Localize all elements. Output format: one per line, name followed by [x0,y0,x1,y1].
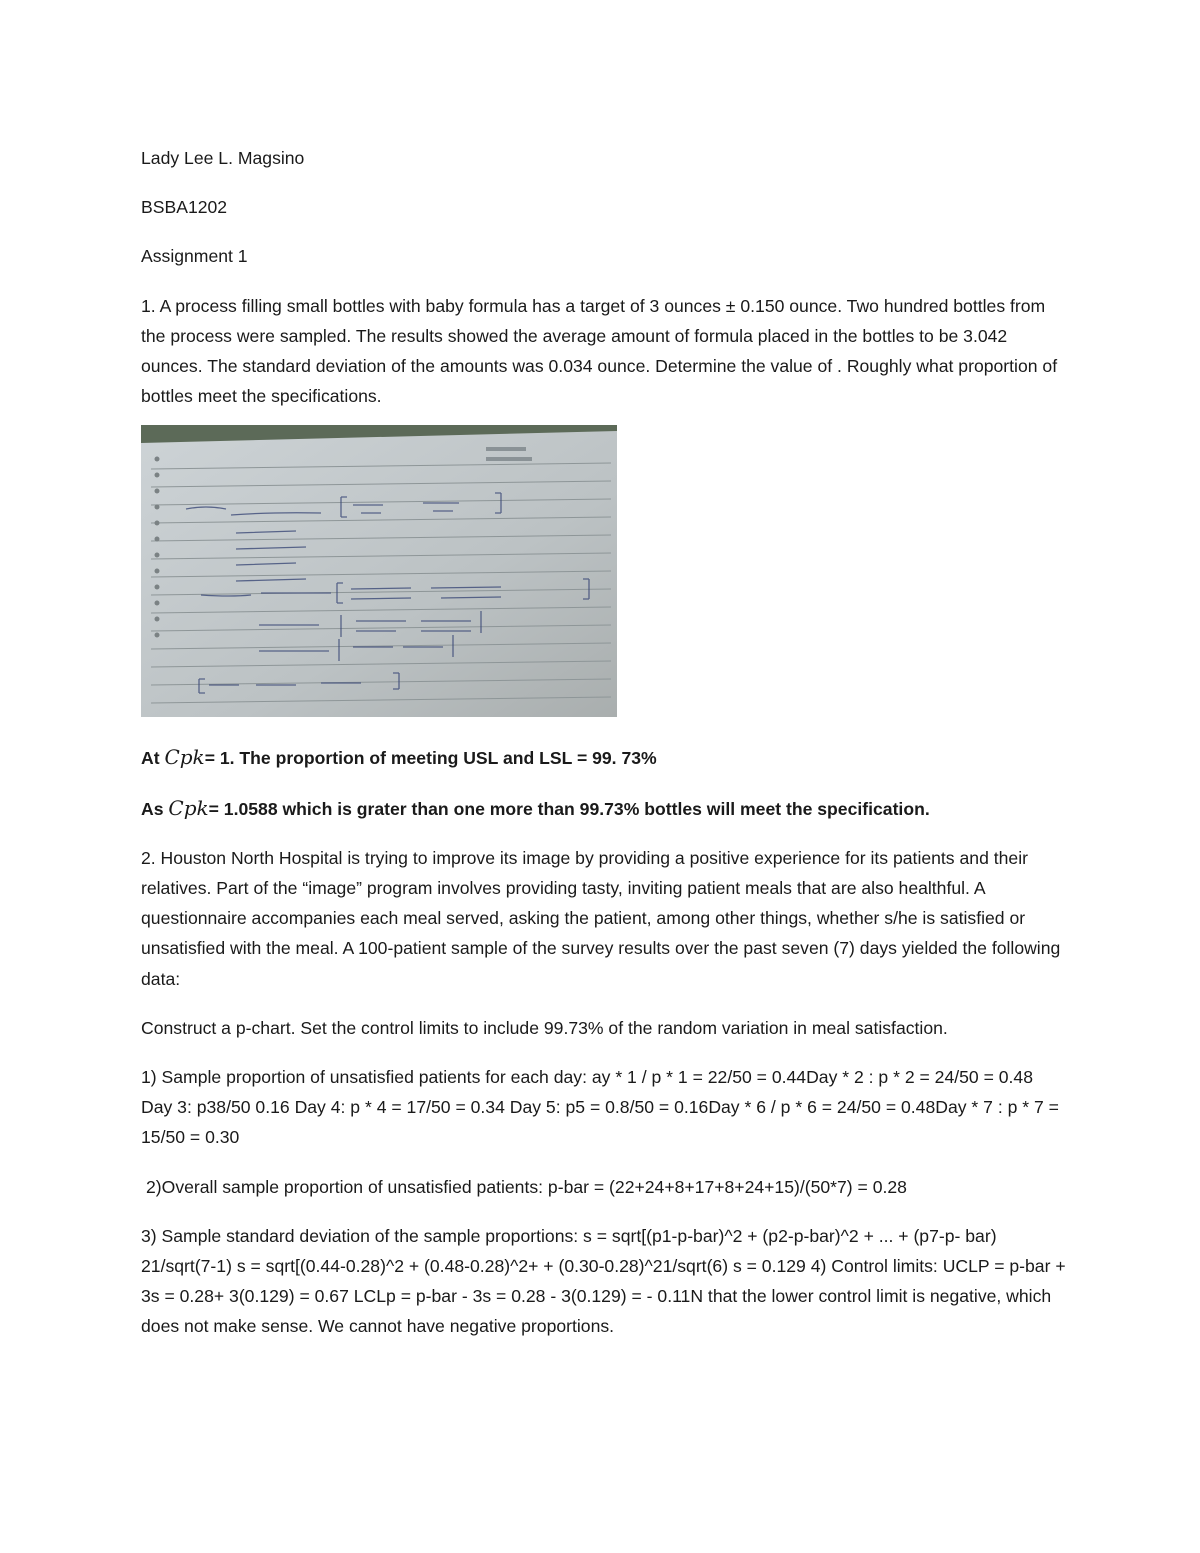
question-2-instruction: Construct a p-chart. Set the control limits to include 99.73% of the random variation in meal satisfaction. [141,1017,948,1038]
answer-1-text: = 1. The proportion of meeting USL and LSL = 99. 73% [204,748,657,769]
question-2: 2. Houston North Hospital is trying to improve its image by providing a positive experience for its patients and their relatives. Part of the “image” program involves providing tasty, inviting patient meals that are also healthful. A questionnaire accompanies each meal served, asking the patient, among other things, whether s/he is satisfied or unsatisfied with the meal. A 100-patient sample of the survey results over the past seven (7) days yielded the following data: [141,847,1061,989]
cpk-symbol: Cpk [168,795,209,820]
answer-2 [141,793,1066,824]
solution-step-2: 2)Overall sample proportion of unsatisfied patients: p-bar = (22+24+8+17+8+24+15)/(50*7) = 0.28 [146,1176,907,1197]
solution-step-3: 3) Sample standard deviation of the sample proportions: s = sqrt[(p1-p-bar)^2 + (p2-p-bar)^2 + ... + (p7-p- bar) 21/sqrt(7-1) s = sqrt[(0.44-0.28)^2 + (0.48-0.28)^2+ + (0.30-0.28)^21/sqrt(6) s = 0.129 4) Control limits: UCLP = p-bar + 3s = 0.28+ 3(0.129) = 0.67 LCLp = p-bar - 3s = 0.28 - 3(0.129) = - 0.11N that the lower control limit is negative, which does not make sense. We cannot have negative proportions. [141,1225,1066,1337]
author-name: Lady Lee L. Magsino [141,148,305,168]
document-body [141,143,1066,1342]
section-code: BSBA1202 [141,197,228,218]
answer-2-prefix: As [141,798,169,819]
solution-step-1: 1) Sample proportion of unsatisfied patients for each day: ay * 1 / p * 1 = 22/50 = 0.44Day * 2 : p * 2 = 24/50 = 0.48 Day 3: p38/50 0.16 Day 4: p * 4 = 17/50 = 0.34 Day 5: p5 = 0.8/50 = 0.16Day * 6 / p * 6 = 24/50 = 0.48Day * 7 : p * 7 = 15/50 = 0.30 [141,1067,1059,1148]
answer-1-prefix: At [141,748,165,769]
cpk-symbol: Cpk [164,745,205,770]
assignment-title: Assignment 1 [141,246,248,267]
handwritten-solution-photo [141,425,617,717]
answer-1 [141,742,1066,773]
answer-2-text: = 1.0588 which is grater than one more than 99.73% bottles will meet the specification. [208,798,930,819]
question-1: 1. A process filling small bottles with baby formula has a target of 3 ounces ± 0.150 ounce. Two hundred bottles from the process were sampled. The results showed the average amount of formula placed in the bottles to be 3.042 ounces. The standard deviation of the amounts was 0.034 ounce. Determine the value of . Roughly what proportion of bottles meet the specifications. [141,295,1058,407]
